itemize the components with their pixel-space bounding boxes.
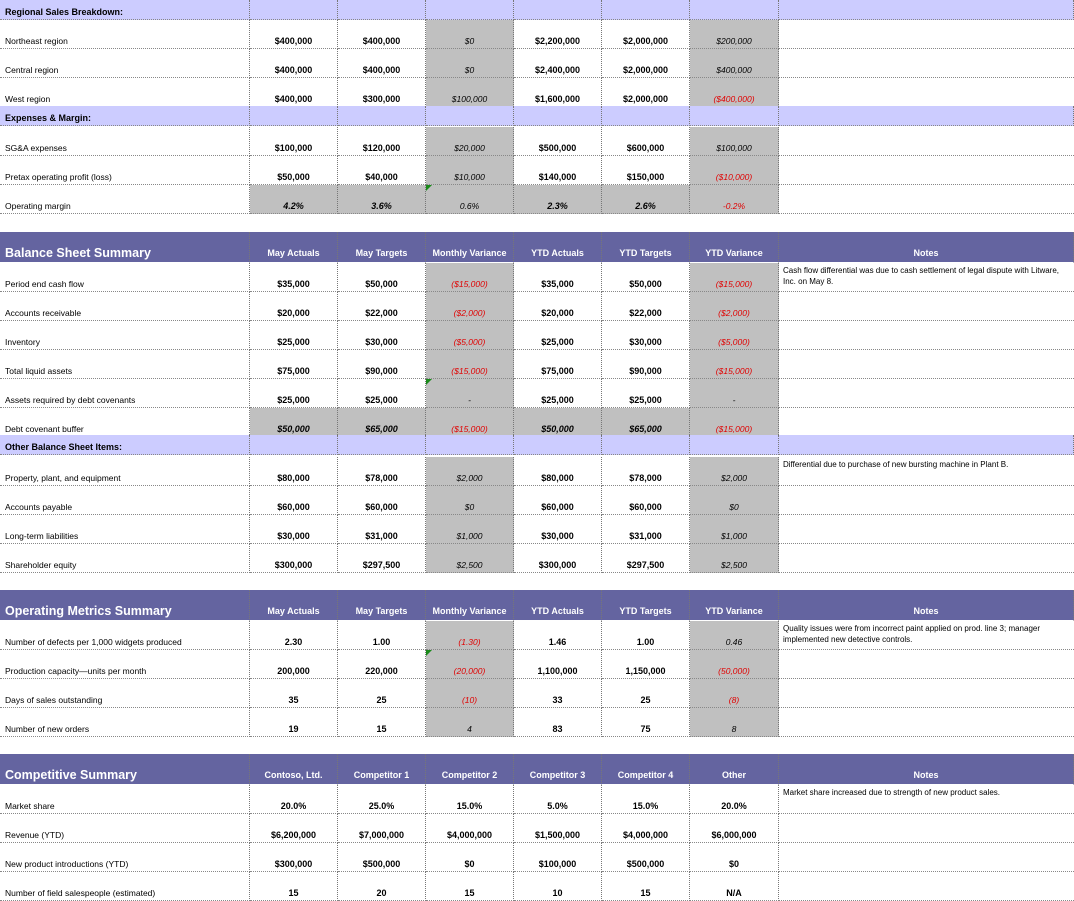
competitive-row-label[interactable]: Market share [0,785,250,814]
operating-row-mv[interactable]: (1.30) [426,621,514,650]
other-balance-row-yv[interactable]: $1,000 [690,515,779,544]
competitive-row-value[interactable]: $6,000,000 [690,814,779,843]
operating-row [0,621,1074,650]
balance-row-mv[interactable]: ($15,000) [426,350,514,379]
operating-row-note[interactable] [779,650,1074,679]
balance-row [0,321,1074,350]
expenses-row-label[interactable]: SG&A expenses [0,127,250,156]
other-balance-row-yt[interactable]: $31,000 [602,515,690,544]
expenses-header-cell[interactable] [250,106,338,126]
balance-header-col[interactable]: YTD Variance [690,232,779,263]
other-balance-row-label[interactable]: Property, plant, and equipment [0,457,250,486]
expenses-row-ma[interactable]: $100,000 [250,127,338,156]
other-balance-row [0,515,1074,544]
balance-row [0,408,1074,437]
competitive-row-value[interactable]: 5.0% [514,785,602,814]
balance-row-ya[interactable]: $25,000 [514,321,602,350]
regional-row [0,20,1074,49]
balance-row-label[interactable]: Inventory [0,321,250,350]
operating-row-mt[interactable]: 1.00 [338,621,426,650]
other-balance-header-cell[interactable] [690,435,779,455]
expenses-row-mt[interactable]: $40,000 [338,156,426,185]
expenses-row [0,185,1074,214]
balance-row-ya[interactable]: $75,000 [514,350,602,379]
operating-row [0,650,1074,679]
expenses-row [0,156,1074,185]
balance-row-ma[interactable]: $20,000 [250,292,338,321]
expenses-row-ya[interactable]: $140,000 [514,156,602,185]
balance-row-yt[interactable]: $65,000 [602,408,690,437]
operating-row-ya[interactable]: 33 [514,679,602,708]
balance-row-mv[interactable]: ($15,000) [426,263,514,292]
competitive-row-value[interactable]: $4,000,000 [602,814,690,843]
competitive-row-label[interactable]: Revenue (YTD) [0,814,250,843]
competitive-row-value[interactable]: $100,000 [514,843,602,872]
competitive-row-value[interactable]: 10 [514,872,602,901]
balance-row-yt[interactable]: $50,000 [602,263,690,292]
balance-row-note[interactable] [779,350,1074,379]
operating-header-col[interactable]: YTD Actuals [514,590,602,621]
regional-row-mt[interactable]: $400,000 [338,20,426,49]
balance-row-yv[interactable]: ($15,000) [690,350,779,379]
other-balance-row [0,486,1074,515]
balance-row-mv[interactable]: ($2,000) [426,292,514,321]
regional-row-mv[interactable]: $100,000 [426,78,514,107]
expenses-row-yt[interactable]: $150,000 [602,156,690,185]
regional-header-cell[interactable] [338,0,426,20]
other-balance-header-cell[interactable] [338,435,426,455]
balance-row [0,379,1074,408]
regional-row-yt[interactable]: $2,000,000 [602,20,690,49]
operating-row-ya[interactable]: 83 [514,708,602,737]
other-balance-row-label[interactable]: Long-term liabilities [0,515,250,544]
other-balance-row-mv[interactable]: $1,000 [426,515,514,544]
competitive-header-col[interactable]: Notes [779,754,1074,785]
comment-marker-icon [426,650,432,656]
other-balance-row-ya[interactable]: $300,000 [514,544,602,573]
regional-row-label[interactable]: Central region [0,49,250,78]
balance-row-yv[interactable]: ($5,000) [690,321,779,350]
competitive-row-value[interactable]: $4,000,000 [426,814,514,843]
expenses-row-note[interactable] [779,185,1074,214]
balance-row-note[interactable] [779,292,1074,321]
other-balance-header-cell[interactable] [779,435,1074,455]
balance-row-mv[interactable]: ($15,000) [426,408,514,437]
regional-row-yt[interactable]: $2,000,000 [602,78,690,107]
balance-row-ma[interactable]: $25,000 [250,321,338,350]
competitive-header-col[interactable]: Other [690,754,779,785]
expenses-row-mv[interactable]: $10,000 [426,156,514,185]
operating-row-ma[interactable]: 19 [250,708,338,737]
competitive-row-value[interactable]: $6,200,000 [250,814,338,843]
other-balance-row-ma[interactable]: $80,000 [250,457,338,486]
regional-row-yv[interactable]: $200,000 [690,20,779,49]
expenses-row-ya[interactable]: 2.3% [514,185,602,214]
other-balance-row-mv[interactable]: $0 [426,486,514,515]
competitive-row-value[interactable]: 15 [250,872,338,901]
other-balance-row-label[interactable]: Accounts payable [0,486,250,515]
other-balance-row-label[interactable]: Shareholder equity [0,544,250,573]
competitive-row-value[interactable]: 20 [338,872,426,901]
expenses-row-yt[interactable]: $600,000 [602,127,690,156]
other-balance-header [0,435,1074,455]
operating-row-yv[interactable]: (8) [690,679,779,708]
expenses-row-yt[interactable]: 2.6% [602,185,690,214]
expenses-header-cell[interactable] [602,106,690,126]
operating-header-col[interactable]: Notes [779,590,1074,621]
operating-row-mv[interactable]: (20,000) [426,650,514,679]
competitive-row-value[interactable]: $500,000 [602,843,690,872]
regional-row-ya[interactable]: $1,600,000 [514,78,602,107]
regional-header-cell[interactable] [250,0,338,20]
competitive-row-value[interactable]: 15.0% [426,785,514,814]
competitive-row-value[interactable]: 20.0% [250,785,338,814]
expenses-row-label[interactable]: Pretax operating profit (loss) [0,156,250,185]
competitive-row-label[interactable]: Number of field salespeople (estimated) [0,872,250,901]
balance-row-mt[interactable]: $90,000 [338,350,426,379]
balance-row-label[interactable]: Total liquid assets [0,350,250,379]
balance-header-col[interactable]: YTD Actuals [514,232,602,263]
other-balance-row-ma[interactable]: $300,000 [250,544,338,573]
expenses-row [0,127,1074,156]
balance-row-mt[interactable]: $30,000 [338,321,426,350]
balance-row-yv[interactable]: ($2,000) [690,292,779,321]
operating-row-ma[interactable]: 200,000 [250,650,338,679]
expenses-header-cell[interactable] [779,106,1074,126]
balance-row-ma[interactable]: $25,000 [250,379,338,408]
other-balance-row-note[interactable] [779,515,1074,544]
operating-row [0,708,1074,737]
competitive-row-value[interactable]: $7,000,000 [338,814,426,843]
operating-row-note[interactable] [779,708,1074,737]
balance-header-col[interactable]: Monthly Variance [426,232,514,263]
competitive-header-col[interactable]: Competitor 4 [602,754,690,785]
regional-row-mv[interactable]: $0 [426,20,514,49]
regional-header-title[interactable]: Regional Sales Breakdown: [0,0,250,20]
balance-row-mt[interactable]: $22,000 [338,292,426,321]
competitive-row-value[interactable]: $0 [426,843,514,872]
expenses-header [0,106,1074,126]
balance-header-col[interactable]: May Actuals [250,232,338,263]
regional-row-ya[interactable]: $2,200,000 [514,20,602,49]
operating-row-yv[interactable]: 0.46 [690,621,779,650]
regional-row-yt[interactable]: $2,000,000 [602,49,690,78]
expenses-row-yv[interactable]: $100,000 [690,127,779,156]
expenses-header-title[interactable]: Expenses & Margin: [0,106,250,126]
balance-row-yt[interactable]: $25,000 [602,379,690,408]
regional-row-note[interactable] [779,20,1074,49]
balance-row-ma[interactable]: $50,000 [250,408,338,437]
regional-header-cell[interactable] [690,0,779,20]
balance-row-note[interactable] [779,408,1074,437]
competitive-row [0,843,1074,872]
operating-row-mv[interactable]: 4 [426,708,514,737]
regional-row-yv[interactable]: $400,000 [690,49,779,78]
competitive-row [0,872,1074,901]
operating-header-col[interactable]: May Actuals [250,590,338,621]
balance-row-yt[interactable]: $30,000 [602,321,690,350]
competitive-row-value[interactable]: 15 [426,872,514,901]
balance-row-mt[interactable]: $65,000 [338,408,426,437]
operating-row-yt[interactable]: 1.00 [602,621,690,650]
competitive-row-value[interactable]: N/A [690,872,779,901]
balance-header-title[interactable]: Balance Sheet Summary [0,232,250,263]
balance-row-yv[interactable]: ($15,000) [690,263,779,292]
operating-header-col[interactable]: YTD Variance [690,590,779,621]
regional-row-note[interactable] [779,78,1074,107]
balance-header-col[interactable]: May Targets [338,232,426,263]
balance-row-ya[interactable]: $35,000 [514,263,602,292]
operating-row-yt[interactable]: 75 [602,708,690,737]
operating-row-mv[interactable]: (10) [426,679,514,708]
balance-row-note[interactable] [779,379,1074,408]
competitive-header-col[interactable]: Competitor 3 [514,754,602,785]
expenses-row-mt[interactable]: $120,000 [338,127,426,156]
competitive-row [0,814,1074,843]
other-balance-row-ma[interactable]: $60,000 [250,486,338,515]
competitive-row-value[interactable]: $300,000 [250,843,338,872]
operating-row-label[interactable]: Production capacity—units per month [0,650,250,679]
competitive-row-value[interactable]: 25.0% [338,785,426,814]
expenses-header-cell[interactable] [514,106,602,126]
other-balance-row [0,457,1074,486]
expenses-row-ma[interactable]: $50,000 [250,156,338,185]
competitive-header-col[interactable]: Competitor 1 [338,754,426,785]
regional-header-cell[interactable] [426,0,514,20]
other-balance-row-mt[interactable]: $297,500 [338,544,426,573]
expenses-row-note[interactable] [779,156,1074,185]
other-balance-row-ya[interactable]: $60,000 [514,486,602,515]
balance-row-label[interactable]: Debt covenant buffer [0,408,250,437]
operating-header [0,590,1074,621]
balance-row-yv[interactable]: ($15,000) [690,408,779,437]
balance-header-col[interactable]: YTD Targets [602,232,690,263]
operating-row-yt[interactable]: 1,150,000 [602,650,690,679]
competitive-row-note[interactable] [779,872,1074,901]
competitive-header-title[interactable]: Competitive Summary [0,754,250,785]
balance-row-label[interactable]: Period end cash flow [0,263,250,292]
operating-row-ma[interactable]: 2.30 [250,621,338,650]
comment-marker-icon [426,379,432,385]
competitive-row-value[interactable]: $500,000 [338,843,426,872]
comment-marker-icon [426,185,432,191]
balance-row-note[interactable]: Cash flow differential was due to cash settlement of legal dispute with Litware, Inc. on May 8. [779,263,1074,292]
expenses-row-mt[interactable]: 3.6% [338,185,426,214]
other-balance-header-title[interactable]: Other Balance Sheet Items: [0,435,250,455]
regional-row-mt[interactable]: $300,000 [338,78,426,107]
operating-header-title[interactable]: Operating Metrics Summary [0,590,250,621]
balance-row [0,350,1074,379]
balance-row-yv[interactable]: - [690,379,779,408]
competitive-row-note[interactable]: Market share increased due to strength of new product sales. [779,785,1074,814]
balance-header [0,232,1074,263]
competitive-row-note[interactable] [779,814,1074,843]
other-balance-row-yt[interactable]: $78,000 [602,457,690,486]
expenses-row-yv[interactable]: ($10,000) [690,156,779,185]
balance-row-mv[interactable]: ($5,000) [426,321,514,350]
balance-row-ma[interactable]: $35,000 [250,263,338,292]
regional-header [0,0,1074,20]
expenses-row-ma[interactable]: 4.2% [250,185,338,214]
competitive-header-col[interactable]: Contoso, Ltd. [250,754,338,785]
other-balance-row [0,544,1074,573]
operating-header-col[interactable]: YTD Targets [602,590,690,621]
other-balance-header-cell[interactable] [426,435,514,455]
other-balance-row-mt[interactable]: $31,000 [338,515,426,544]
balance-row-mv[interactable]: - [426,379,514,408]
operating-row-yt[interactable]: 25 [602,679,690,708]
balance-header-col[interactable]: Notes [779,232,1074,263]
competitive-row-value[interactable]: 20.0% [690,785,779,814]
regional-row-yv[interactable]: ($400,000) [690,78,779,107]
expenses-row-note[interactable] [779,127,1074,156]
operating-row-yv[interactable]: 8 [690,708,779,737]
competitive-row-label[interactable]: New product introductions (YTD) [0,843,250,872]
regional-row-mv[interactable]: $0 [426,49,514,78]
operating-row-label[interactable]: Number of defects per 1,000 widgets produced [0,621,250,650]
competitive-row [0,785,1074,814]
other-balance-row-note[interactable] [779,486,1074,515]
operating-row-ya[interactable]: 1.46 [514,621,602,650]
operating-header-col[interactable]: May Targets [338,590,426,621]
other-balance-row-yt[interactable]: $297,500 [602,544,690,573]
regional-row-note[interactable] [779,49,1074,78]
operating-row [0,679,1074,708]
balance-row-ma[interactable]: $75,000 [250,350,338,379]
regional-row [0,78,1074,107]
balance-row-ya[interactable]: $25,000 [514,379,602,408]
regional-row-label[interactable]: West region [0,78,250,107]
operating-row-label[interactable]: Days of sales outstanding [0,679,250,708]
other-balance-header-cell[interactable] [514,435,602,455]
expenses-row-ya[interactable]: $500,000 [514,127,602,156]
other-balance-header-cell[interactable] [250,435,338,455]
operating-row-mt[interactable]: 220,000 [338,650,426,679]
regional-row-ma[interactable]: $400,000 [250,49,338,78]
expenses-header-cell[interactable] [338,106,426,126]
expenses-row-mv[interactable]: 0.6% [426,185,514,214]
balance-row [0,292,1074,321]
other-balance-row-ma[interactable]: $30,000 [250,515,338,544]
balance-row-yt[interactable]: $90,000 [602,350,690,379]
operating-row-yv[interactable]: (50,000) [690,650,779,679]
other-balance-header-cell[interactable] [602,435,690,455]
operating-row-label[interactable]: Number of new orders [0,708,250,737]
regional-row-ya[interactable]: $2,400,000 [514,49,602,78]
expenses-row-label[interactable]: Operating margin [0,185,250,214]
regional-header-cell[interactable] [602,0,690,20]
operating-row-ma[interactable]: 35 [250,679,338,708]
expenses-row-yv[interactable]: -0.2% [690,185,779,214]
other-balance-row-yt[interactable]: $60,000 [602,486,690,515]
regional-row-mt[interactable]: $400,000 [338,49,426,78]
balance-row-yt[interactable]: $22,000 [602,292,690,321]
other-balance-row-yv[interactable]: $2,500 [690,544,779,573]
competitive-header-col[interactable]: Competitor 2 [426,754,514,785]
balance-row-ya[interactable]: $20,000 [514,292,602,321]
other-balance-row-ya[interactable]: $80,000 [514,457,602,486]
balance-row-note[interactable] [779,321,1074,350]
expenses-header-cell[interactable] [426,106,514,126]
other-balance-row-mt[interactable]: $78,000 [338,457,426,486]
other-balance-row-yv[interactable]: $2,000 [690,457,779,486]
operating-row-mt[interactable]: 15 [338,708,426,737]
operating-row-ya[interactable]: 1,100,000 [514,650,602,679]
balance-row-label[interactable]: Assets required by debt covenants [0,379,250,408]
other-balance-row-yv[interactable]: $0 [690,486,779,515]
operating-row-mt[interactable]: 25 [338,679,426,708]
other-balance-row-mt[interactable]: $60,000 [338,486,426,515]
competitive-row-value[interactable]: $1,500,000 [514,814,602,843]
balance-row-label[interactable]: Accounts receivable [0,292,250,321]
other-balance-row-mv[interactable]: $2,500 [426,544,514,573]
balance-row [0,263,1074,292]
competitive-header [0,754,1074,785]
other-balance-row-note[interactable] [779,544,1074,573]
regional-header-cell[interactable] [514,0,602,20]
other-balance-row-ya[interactable]: $30,000 [514,515,602,544]
expenses-header-cell[interactable] [690,106,779,126]
operating-header-col[interactable]: Monthly Variance [426,590,514,621]
other-balance-row-note[interactable]: Differential due to purchase of new bursting machine in Plant B. [779,457,1074,486]
balance-row-ya[interactable]: $50,000 [514,408,602,437]
balance-row-mt[interactable]: $50,000 [338,263,426,292]
other-balance-row-mv[interactable]: $2,000 [426,457,514,486]
operating-row-note[interactable] [779,679,1074,708]
balance-row-mt[interactable]: $25,000 [338,379,426,408]
regional-row [0,49,1074,78]
competitive-row-value[interactable]: 15.0% [602,785,690,814]
regional-header-cell[interactable] [779,0,1074,20]
regional-row-ma[interactable]: $400,000 [250,20,338,49]
expenses-row-mv[interactable]: $20,000 [426,127,514,156]
competitive-row-value[interactable]: 15 [602,872,690,901]
regional-row-label[interactable]: Northeast region [0,20,250,49]
operating-row-note[interactable]: Quality issues were from incorrect paint applied on prod. line 3; manager implemented new detective controls. [779,621,1074,650]
competitive-row-value[interactable]: $0 [690,843,779,872]
competitive-row-note[interactable] [779,843,1074,872]
regional-row-ma[interactable]: $400,000 [250,78,338,107]
